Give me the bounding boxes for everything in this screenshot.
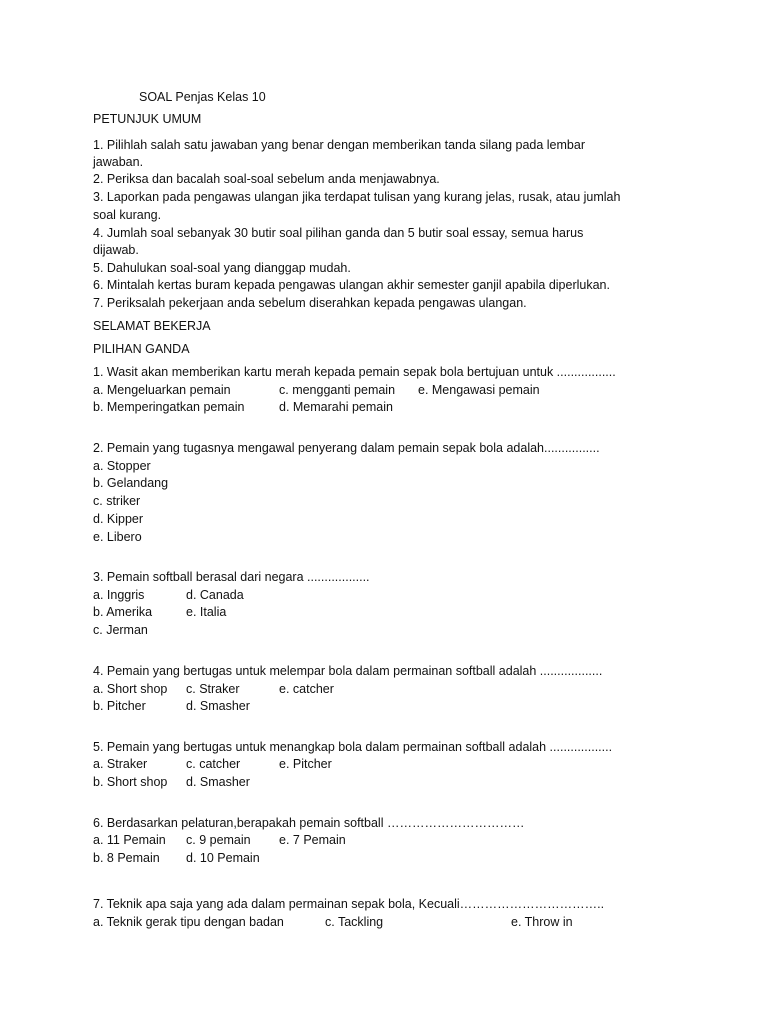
answer-option: d. Canada bbox=[186, 588, 244, 602]
question-text: 3. Pemain softball berasal dari negara .................. bbox=[93, 570, 370, 584]
answer-option: a. Inggris bbox=[93, 588, 145, 602]
answer-option: b. 8 Pemain bbox=[93, 851, 160, 865]
instruction-line: dijawab. bbox=[93, 243, 139, 257]
instruction-line: 6. Mintalah kertas buram kepada pengawas ulangan akhir semester ganjil apabila diperlukan. bbox=[93, 278, 610, 292]
closing-text: SELAMAT BEKERJA bbox=[93, 319, 211, 333]
answer-option: c. Straker bbox=[186, 682, 240, 696]
instruction-line: 7. Periksalah pekerjaan anda sebelum diserahkan kepada pengawas ulangan. bbox=[93, 296, 527, 310]
section-heading: PILIHAN GANDA bbox=[93, 342, 190, 356]
answer-option: e. Italia bbox=[186, 605, 227, 619]
answer-option: c. striker bbox=[93, 494, 141, 508]
question-text: 5. Pemain yang bertugas untuk menangkap bola dalam permainan softball adalah .................. bbox=[93, 740, 613, 754]
answer-option: b. Pitcher bbox=[93, 699, 146, 713]
question-text: 6. Berdasarkan pelaturan,berapakah pemain softball …………………………… bbox=[93, 816, 525, 830]
answer-option: c. mengganti pemain bbox=[279, 383, 396, 397]
answer-option: e. catcher bbox=[279, 682, 334, 696]
instruction-line: 4. Jumlah soal sebanyak 30 butir soal pilihan ganda dan 5 butir soal essay, semua harus bbox=[93, 226, 584, 240]
answer-option: b. Gelandang bbox=[93, 476, 169, 490]
answer-option: d. Smasher bbox=[186, 699, 250, 713]
answer-option: a. Short shop bbox=[93, 682, 168, 696]
answer-option: b. Short shop bbox=[93, 775, 168, 789]
answer-option: d. Memarahi pemain bbox=[279, 400, 393, 414]
answer-option: e. Libero bbox=[93, 530, 142, 544]
answer-option: b. Amerika bbox=[93, 605, 153, 619]
question-text: 1. Wasit akan memberikan kartu merah kepada pemain sepak bola bertujuan untuk ................. bbox=[93, 365, 616, 379]
instruction-line: 2. Periksa dan bacalah soal-soal sebelum anda menjawabnya. bbox=[93, 172, 440, 186]
answer-option: d. Kipper bbox=[93, 512, 144, 526]
answer-option: d. 10 Pemain bbox=[186, 851, 260, 865]
answer-option: e. Mengawasi pemain bbox=[418, 383, 540, 397]
instruction-line: soal kurang. bbox=[93, 208, 162, 222]
question-text: 4. Pemain yang bertugas untuk melempar bola dalam permainan softball adalah .................. bbox=[93, 664, 603, 678]
answer-option: e. 7 Pemain bbox=[279, 833, 346, 847]
instruction-line: 3. Laporkan pada pengawas ulangan jika terdapat tulisan yang kurang jelas, rusak, atau jumlah bbox=[93, 190, 621, 204]
answer-option: b. Memperingatkan pemain bbox=[93, 400, 245, 414]
instruction-line: 1. Pilihlah salah satu jawaban yang benar dengan memberikan tanda silang pada lembar bbox=[93, 138, 585, 152]
answer-option: d. Smasher bbox=[186, 775, 250, 789]
answer-option: a. 11 Pemain bbox=[93, 833, 166, 847]
answer-option: a. Mengeluarkan pemain bbox=[93, 383, 231, 397]
answer-option: a. Stopper bbox=[93, 459, 151, 473]
instructions-heading: PETUNJUK UMUM bbox=[93, 112, 202, 126]
question-text: 7. Teknik apa saja yang ada dalam permainan sepak bola, Kecuali…………………………….. bbox=[93, 897, 605, 911]
answer-option: e. Throw in bbox=[511, 915, 573, 929]
instruction-line: jawaban. bbox=[93, 155, 144, 169]
answer-option: c. Tackling bbox=[325, 915, 384, 929]
answer-option: c. catcher bbox=[186, 757, 241, 771]
answer-option: c. 9 pemain bbox=[186, 833, 251, 847]
document-title: SOAL Penjas Kelas 10 bbox=[139, 90, 266, 104]
instruction-line: 5. Dahulukan soal-soal yang dianggap mudah. bbox=[93, 261, 351, 275]
answer-option: e. Pitcher bbox=[279, 757, 332, 771]
question-text: 2. Pemain yang tugasnya mengawal penyerang dalam pemain sepak bola adalah................ bbox=[93, 441, 600, 455]
answer-option: a. Straker bbox=[93, 757, 148, 771]
answer-option: a. Teknik gerak tipu dengan badan bbox=[93, 915, 284, 929]
answer-option: c. Jerman bbox=[93, 623, 148, 637]
